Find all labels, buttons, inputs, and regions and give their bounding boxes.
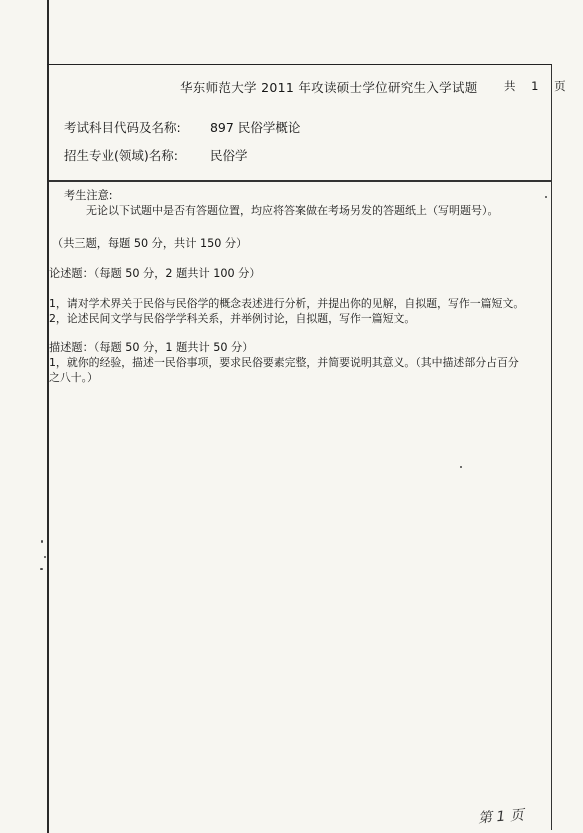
essay-section-heading: 论述题：（每题 50 分，2 题共计 100 分） (49, 267, 261, 280)
notice-heading: 考生注意: (64, 189, 113, 202)
essay-question-1: 1，请对学术界关于民俗与民俗学的概念表述进行分析，并提出你的见解，自拟题，写作一篇短文。 (49, 297, 525, 310)
section-divider (49, 180, 551, 182)
describe-question-1-line-2: 之八十。） (49, 371, 99, 384)
major-row (64, 146, 248, 164)
page-frame (47, 64, 552, 830)
notice-body: 无论以下试题中是否有答题位置，均应将答案做在考场另发的答题纸上（写明题号）。 (86, 204, 499, 217)
essay-question-2: 2，论述民间文学与民俗学学科关系，并举例讨论，自拟题，写作一篇短文。 (49, 312, 416, 325)
subject-row (64, 118, 300, 136)
header (48, 72, 572, 98)
score-summary: （共三题，每题 50 分，共计 150 分） (52, 237, 248, 250)
subject-label: 考试科目代码及名称: (64, 120, 181, 135)
handwritten-page-mark: 第 1 页 (477, 807, 525, 827)
page-count: 共 1 页 (504, 79, 572, 93)
exam-title: 华东师范大学 2011 年攻读硕士学位研究生入学试题 (180, 80, 478, 95)
scan-speck (40, 568, 43, 570)
subject-value: 897 民俗学概论 (209, 120, 301, 135)
scan-speck (44, 556, 46, 558)
scan-speck (545, 196, 547, 198)
scan-speck (41, 540, 43, 543)
major-label: 招生专业(领域)名称: (64, 148, 178, 163)
describe-question-1-line-1: 1，就你的经验，描述一民俗事项，要求民俗要素完整，并简要说明其意义。（其中描述部分占百分 (49, 356, 519, 369)
describe-section-heading: 描述题：（每题 50 分，1 题共计 50 分） (49, 341, 254, 354)
major-value: 民俗学 (209, 148, 248, 163)
scan-speck (460, 466, 462, 468)
